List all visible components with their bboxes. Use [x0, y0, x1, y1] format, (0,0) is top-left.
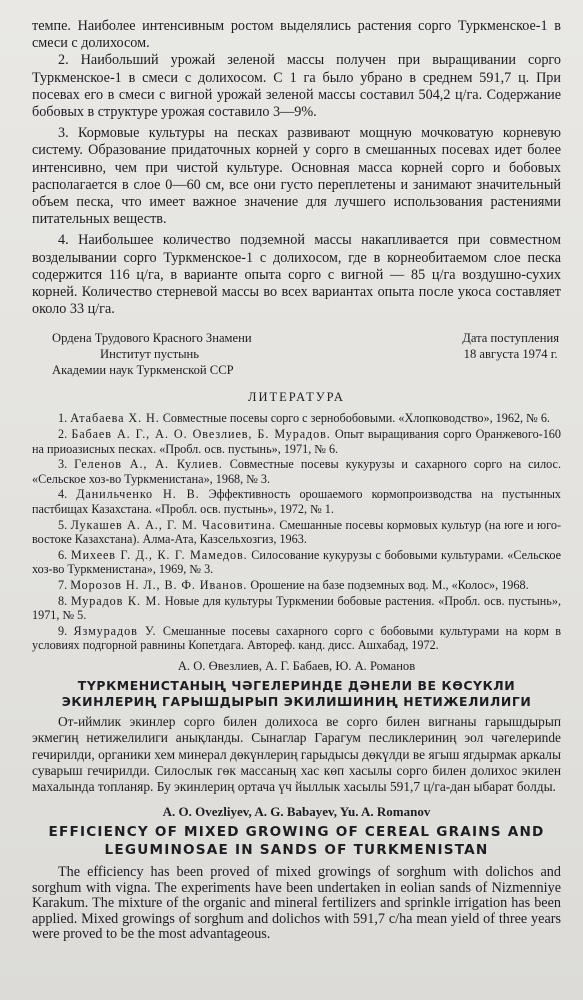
reference-text: Опыт выращивания сорго Оранжевого-160 на приоазисных песках. «Пробл. осв. пустынь», 1971, № 6.	[32, 427, 561, 456]
reference-number: 9.	[58, 623, 68, 638]
reference-text: Силосование кукурузы с бобовыми культурами. «Сельское хоз-во Туркменистана», 1969, № 3.	[32, 547, 562, 577]
institution-line: Институт пустынь	[100, 347, 200, 362]
institution	[32, 330, 252, 378]
reference-item	[32, 427, 561, 456]
reference-author: Данильченко Н. В.	[76, 487, 200, 502]
reference-item	[32, 518, 561, 547]
reference-author: Геленов А., А. Кулиев.	[74, 457, 223, 472]
reference-number: 8.	[58, 593, 68, 608]
reference-text: Смешанные посевы сахарного сорго с бобовыми культурами на корм в условиях подгорной равнины Копетдага. Автореф. канд. дисс. Ашхабад, 1972.	[32, 623, 562, 653]
english-authors: A. O. Ovezliyev, A. G. Babayev, Yu. A. Romanov	[162, 804, 431, 820]
reference-author: Атабаева Х. Н.	[70, 411, 160, 426]
reference-text: Совместные посевы сорго с зернобобовыми. «Хлопководство», 1962, № 6.	[159, 411, 550, 426]
reference-number: 7.	[58, 577, 68, 592]
reference-number: 6.	[58, 547, 68, 562]
reference-item	[32, 457, 561, 486]
turkmen-title: ТҮРКМЕНИСТАНЫҢ ЧӘГЕЛЕРИНДЕ ДӘНЕЛИ ВЕ КӨСҮКЛИ ЭКИНЛЕРИҢ ГАРЫШДЫРЫП ЭКИЛИШИНИҢ НЕТИЖЕЛИЛИГИ	[61, 677, 532, 709]
reference-text: Совместные посевы кукурузы и сахарного сорго на силос. «Сельское хоз-во Туркменистана», 1968, № 3.	[32, 457, 562, 486]
turkmen-abstract-text: От-иймлик экинлер сорго билен долихоса ве сорго билен вигнаны гарышдырып экмегиң нетижелилиги анықланды. Сынаглар Гарагум песликлериниң эол чәгелериnde гечирилди, органики хем минерал дөкүнлериң гарыдысы дөкүлди ве ягыш ягдырмак аркалы суварыш гечирилди. Силослык гөк массаның хас көп хасылы сорго билен долихос экилен махалында топланяр. Бу экинлериң ортача үч йыллык хасылы 591,7 ц/га-дан ыбарат болды.	[32, 713, 561, 795]
reference-list	[32, 411, 561, 653]
english-abstract-text: The efficiency has been proved of mixed growings of sorghum with dolichos and sorghum with vigna. The experiments have been undertaken in eolian sands of Nizmenniye Karakum. The mixture of the organic and mineral fertilizers and sprinkle irrigation has been applied. Mixed growings of sorghum and dolichos with 591,7 c/ha mean yield of three years were proved to be the most advantageous.	[32, 864, 561, 943]
reference-author: Язмурадов У.	[73, 623, 157, 638]
reference-item	[32, 578, 561, 593]
reference-number: 4.	[58, 487, 68, 502]
reference-text: Новые для культуры Туркмении бобовые растения. «Пробл. осв. пустынь», 1971, № 5.	[32, 593, 562, 623]
reference-item	[32, 411, 561, 426]
reference-item	[32, 487, 561, 516]
english-title: EFFICIENCY OF MIXED GROWING OF CEREAL GRAINS AND LEGUMINOSAE IN SANDS OF TURKMENISTAN	[48, 824, 545, 858]
reference-author: Михеев Г. Д., К. Г. Мамедов.	[70, 547, 248, 562]
reference-number: 5.	[58, 517, 68, 532]
affiliation-block	[32, 330, 561, 378]
received-date: 18 августа 1974 г.	[463, 347, 558, 362]
article-body	[32, 18, 561, 318]
reference-item	[32, 624, 561, 653]
english-abstract	[32, 865, 561, 942]
received-date-block	[462, 330, 561, 378]
reference-number: 1.	[58, 411, 68, 426]
reference-author: Морозов Н. Л., В. Ф. Иванов.	[70, 577, 248, 592]
reference-author: Бабаев А. Г., А. О. Овезлиев, Б. Мурадов.	[71, 427, 331, 442]
body-paragraph-4: 4. Наибольшее количество подземной массы накапливается при совместном возделывании сорго Туркменское-1 с долихосом, где в корнеобитаемом слое песка содержится 116 ц/га, в варианте опыта сорго с вигной — 85 ц/га воздушно-сухих корней. Количество стерневой массы во всех вариантах опыта после укоса составляет около 33 ц/га.	[32, 232, 561, 318]
reference-text: Орошение на базе подземных вод. М., «Колос», 1968.	[247, 577, 529, 592]
reference-item	[32, 594, 561, 623]
reference-author: Лукашев А. А., Г. М. Часовитина.	[70, 517, 276, 532]
reference-author: Мурадов К. М.	[70, 593, 162, 608]
literature-heading: ЛИТЕРАТУРА	[248, 390, 345, 405]
reference-number: 2.	[58, 427, 68, 442]
reference-number: 3.	[58, 457, 68, 472]
turkmen-authors: А. О. Өвезлиев, А. Г. Бабаев, Ю. А. Романов	[177, 658, 416, 673]
reference-text: Смешанные посевы кормовых культур (на юге и юго-востоке Казахстана). Алма-Ата, Казсельхозгиз, 1963.	[32, 517, 561, 547]
turkmen-abstract	[32, 714, 561, 795]
body-paragraph-3: 3. Кормовые культуры на песках развивают мощную мочковатую корневую систему. Образование придаточных корней у сорго в смешанных посевах идет более интенсивно, чем при чистой культуре. Основная масса корней сорго и бобовых располагается в слое 0—60 см, все они густо переплетены и занимают значительный объем песка, что имеет важное значение для лучшего использования растениями питательных веществ.	[32, 125, 561, 228]
received-label: Дата поступления	[462, 331, 559, 346]
institution-line: Ордена Трудового Красного Знамени	[52, 331, 252, 346]
institution-line: Академии наук Туркменской ССР	[52, 363, 234, 378]
reference-item	[32, 548, 561, 577]
continuation-paragraph: темпе. Наиболее интенсивным ростом выделялись растения сорго Туркменское-1 в смеси с долихосом.	[32, 18, 561, 52]
body-paragraph-2: 2. Наибольший урожай зеленой массы получен при выращивании сорго Туркменское-1 в смеси с долихосом. С 1 га было убрано в среднем 591,7 ц. При посевах его в смеси с вигной урожай зеленой массы составил 504,2 ц/га. Содержание бобовых в структуре урожая составило 3—9%.	[32, 52, 561, 121]
reference-text: Эффективность орошаемого кормопроизводства на пустынных пастбищах Казахстана. «Пробл. осв. пустынь», 1972, № 1.	[32, 487, 561, 517]
